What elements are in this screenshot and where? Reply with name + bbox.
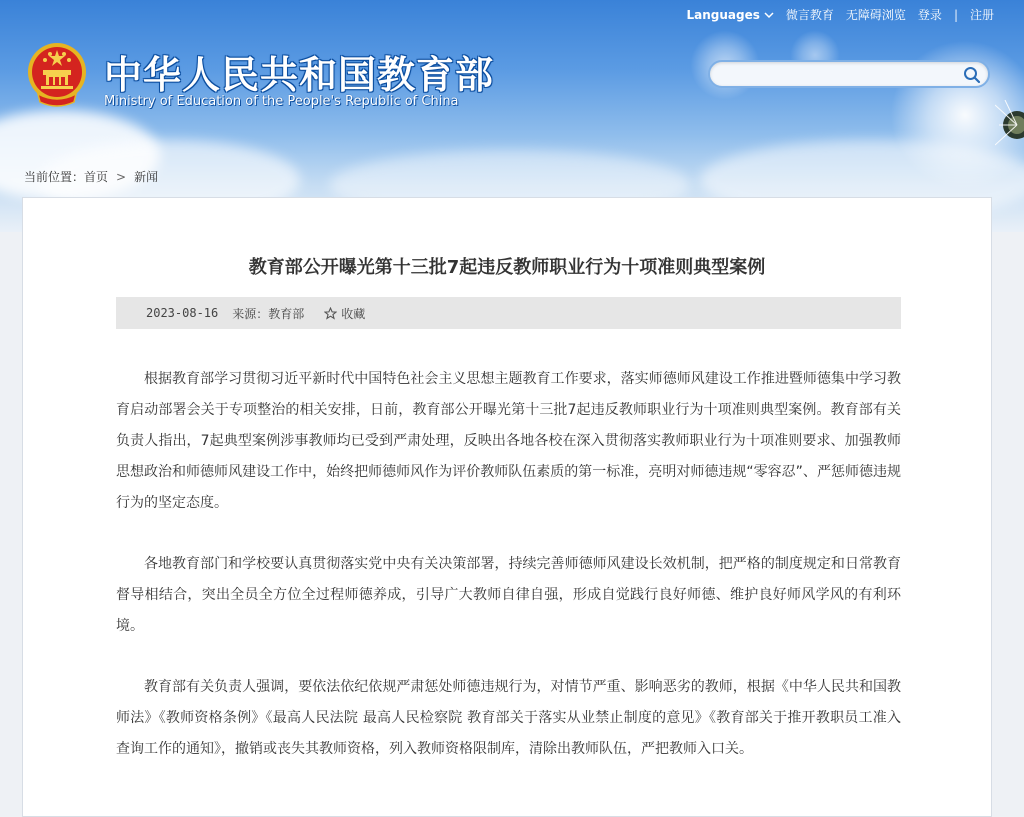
- languages-label: Languages: [686, 7, 760, 22]
- publish-date: 2023-08-16: [146, 306, 219, 320]
- article-meta-bar: [116, 297, 901, 329]
- national-emblem-icon[interactable]: [26, 40, 88, 110]
- accessibility-link[interactable]: 无障碍浏览: [845, 8, 906, 22]
- link-divider: |: [953, 7, 958, 22]
- star-icon: [324, 307, 337, 320]
- breadcrumb-separator: >: [116, 170, 127, 184]
- login-link[interactable]: 登录: [917, 8, 942, 22]
- languages-dropdown[interactable]: [687, 8, 774, 22]
- article-source: 来源：教育部: [232, 306, 305, 321]
- article-body: [116, 364, 901, 795]
- search-input[interactable]: [720, 65, 954, 85]
- site-title[interactable]: 中华人民共和国教育部: [104, 53, 495, 97]
- article-paragraph: 教育部有关负责人强调，要依法依纪依规严肃惩处师德违规行为，对情节严重、影响恶劣的教师，根据《中华人民共和国教师法》《教师资格条例》《最高人民法院 最高人民检察院 教育部关于落实从业禁止制度的意见》《教育部关于推开教职员工准入查询工作的通知》，撤销或丧失其教师资格，列入教师资格限制库，清除出教师队伍，严把教师入口关。: [116, 679, 901, 757]
- breadcrumb-home-link[interactable]: 首页: [84, 170, 109, 184]
- article-title: 教育部公开曝光第十三批7起违反教师职业行为十项准则典型案例: [248, 257, 766, 278]
- favorite-button[interactable]: [324, 305, 365, 322]
- dandelion-seedhead-icon: [995, 100, 1024, 150]
- breadcrumb-label: 当前位置：: [24, 170, 85, 184]
- search-box: [708, 60, 990, 88]
- breadcrumb-current[interactable]: 新闻: [134, 170, 159, 184]
- article-paragraph: 各地教育部门和学校要认真贯彻落实党中央有关决策部署，持续完善师德师风建设长效机制，把严格的制度规定和日常教育督导相结合，突出全员全方位全过程师德养成，引导广大教师自律自强，形成自觉践行良好师德、维护良好师风学风的有利环境。: [116, 556, 901, 634]
- search-icon[interactable]: [962, 65, 982, 85]
- article-card: [22, 197, 992, 817]
- top-utility-links: [687, 6, 995, 23]
- weiyan-jiaoyu-link[interactable]: 微言教育: [785, 8, 834, 22]
- article-paragraph: 根据教育部学习贯彻习近平新时代中国特色社会主义思想主题教育工作要求，落实师德师风建设工作推进暨师德集中学习教育启动部署会关于专项整治的相关安排，日前，教育部公开曝光第十三批7起违反教师职业行为十项准则典型案例。教育部有关负责人指出，7起典型案例涉事教师均已受到严肃处理，反映出各地各校在深入贯彻落实教师职业行为十项准则要求、加强教师思想政治和师德师风建设工作中，始终把师德师风作为评价教师队伍素质的第一标准，亮明对师德违规“零容忍”、严惩师德违规行为的坚定态度。: [116, 371, 901, 511]
- breadcrumb: [24, 168, 158, 185]
- site-subtitle: Ministry of Education of the People's Republic of China: [104, 94, 459, 109]
- register-link[interactable]: 注册: [969, 8, 994, 22]
- favorite-label: 收藏: [341, 306, 366, 321]
- chevron-down-icon: [764, 11, 774, 19]
